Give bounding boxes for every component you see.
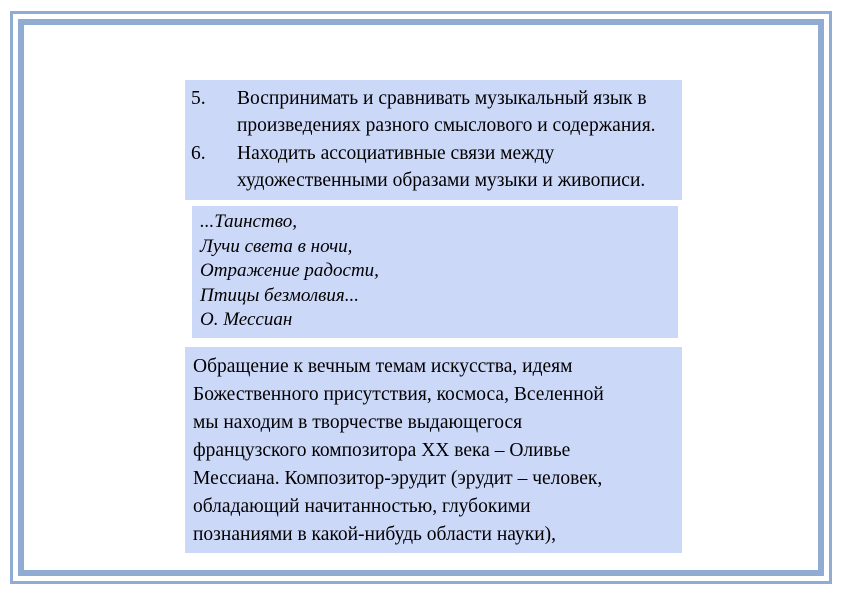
list-item (185, 86, 682, 139)
slide-content (185, 80, 685, 553)
list-item-text: Воспринимать и сравнивать музыкальный язык в произведениях разного смыслового и содержания. (237, 88, 656, 136)
paragraph-line: Божественного присутствия, космоса, Вселенной (193, 383, 604, 405)
list-item-number: 5. (191, 88, 206, 109)
paragraph-line: мы находим в творчестве выдающегося (193, 411, 523, 433)
paragraph-line: обладающий начитанностью, глубокими (193, 495, 531, 517)
poem-line: Лучи света в ночи, (200, 235, 353, 257)
numbered-list (185, 80, 682, 200)
poem-author: О. Мессиан (200, 309, 293, 330)
epigraph-poem (192, 206, 678, 338)
poem-line: Птицы безмолвия... (200, 284, 360, 306)
paragraph-line: познаниями в какой-нибудь области науки), (193, 523, 556, 545)
list-item-number: 6. (191, 143, 206, 164)
paragraph-line: Обращение к вечным темам искусства, идеям (193, 355, 573, 377)
poem-line: Отражение радости, (200, 260, 379, 281)
paragraph-line: французского композитора XX века – Оливье (193, 439, 571, 461)
list-item (185, 141, 682, 194)
poem-line: ...Таинство, (200, 211, 297, 232)
body-paragraph (185, 347, 682, 553)
paragraph-line: Мессиана. Композитор-эрудит (эрудит – человек, (193, 467, 603, 489)
list-item-text: Находить ассоциативные связи между художественными образами музыки и живописи. (237, 143, 646, 191)
